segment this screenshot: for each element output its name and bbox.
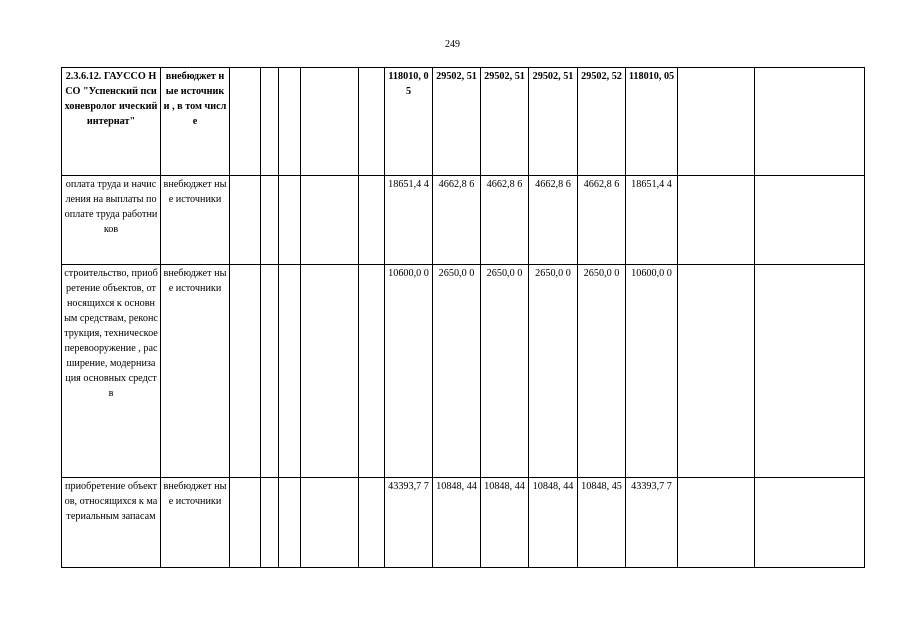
page-number: 249	[445, 39, 460, 50]
empty-cell	[279, 265, 301, 478]
empty-cell	[755, 478, 865, 568]
empty-cell	[301, 68, 359, 176]
value-cell: 4662,8 6	[578, 176, 626, 265]
row-source-cell: внебюджет ные источники	[161, 265, 230, 478]
value-cell: 18651,4 4	[626, 176, 678, 265]
value-cell: 2650,0 0	[529, 265, 578, 478]
value-cell: 29502, 51	[529, 68, 578, 176]
value-cell: 29502, 51	[481, 68, 529, 176]
value-cell: 4662,8 6	[481, 176, 529, 265]
value-cell: 10848, 45	[578, 478, 626, 568]
row-source-cell: внебюджет ные источники	[161, 176, 230, 265]
row-source-cell: внебюджет ные источники , в том числе	[161, 68, 230, 176]
value-cell: 2650,0 0	[578, 265, 626, 478]
value-cell: 18651,4 4	[385, 176, 433, 265]
empty-cell	[678, 176, 755, 265]
table-row	[62, 68, 865, 176]
empty-cell	[230, 68, 261, 176]
value-cell: 118010, 05	[626, 68, 678, 176]
value-cell: 2650,0 0	[433, 265, 481, 478]
value-cell: 43393,7 7	[626, 478, 678, 568]
value-cell: 4662,8 6	[529, 176, 578, 265]
empty-cell	[678, 265, 755, 478]
row-name-cell: приобретение объектов, относящихся к материальным запасам	[62, 478, 161, 568]
empty-cell	[279, 478, 301, 568]
table-row	[62, 176, 865, 265]
empty-cell	[678, 68, 755, 176]
empty-cell	[678, 478, 755, 568]
empty-cell	[359, 68, 385, 176]
empty-cell	[755, 265, 865, 478]
empty-cell	[279, 68, 301, 176]
empty-cell	[755, 176, 865, 265]
value-cell: 10600,0 0	[385, 265, 433, 478]
value-cell: 43393,7 7	[385, 478, 433, 568]
empty-cell	[230, 176, 261, 265]
value-cell: 118010, 05	[385, 68, 433, 176]
budget-table	[61, 67, 865, 568]
empty-cell	[279, 176, 301, 265]
table-row	[62, 265, 865, 478]
row-source-cell: внебюджет ные источники	[161, 478, 230, 568]
empty-cell	[261, 68, 279, 176]
row-name-cell: 2.3.6.12. ГАУССО НСО "Успенский психоневролог ический интернат"	[62, 68, 161, 176]
row-name-cell: оплата труда и начисления на выплаты по оплате труда работников	[62, 176, 161, 265]
value-cell: 10848, 44	[481, 478, 529, 568]
empty-cell	[301, 176, 359, 265]
value-cell: 10848, 44	[529, 478, 578, 568]
value-cell: 4662,8 6	[433, 176, 481, 265]
row-name-cell: строительство, приобретение объектов, относящихся к основным средствам, реконструкция, техническое перевооружение , расширение, модернизация основных средств	[62, 265, 161, 478]
empty-cell	[359, 265, 385, 478]
value-cell: 10600,0 0	[626, 265, 678, 478]
empty-cell	[261, 478, 279, 568]
empty-cell	[230, 265, 261, 478]
table-row	[62, 478, 865, 568]
value-cell: 29502, 52	[578, 68, 626, 176]
empty-cell	[230, 478, 261, 568]
value-cell: 29502, 51	[433, 68, 481, 176]
empty-cell	[301, 265, 359, 478]
value-cell: 10848, 44	[433, 478, 481, 568]
value-cell: 2650,0 0	[481, 265, 529, 478]
empty-cell	[261, 176, 279, 265]
empty-cell	[261, 265, 279, 478]
empty-cell	[755, 68, 865, 176]
empty-cell	[301, 478, 359, 568]
empty-cell	[359, 478, 385, 568]
empty-cell	[359, 176, 385, 265]
